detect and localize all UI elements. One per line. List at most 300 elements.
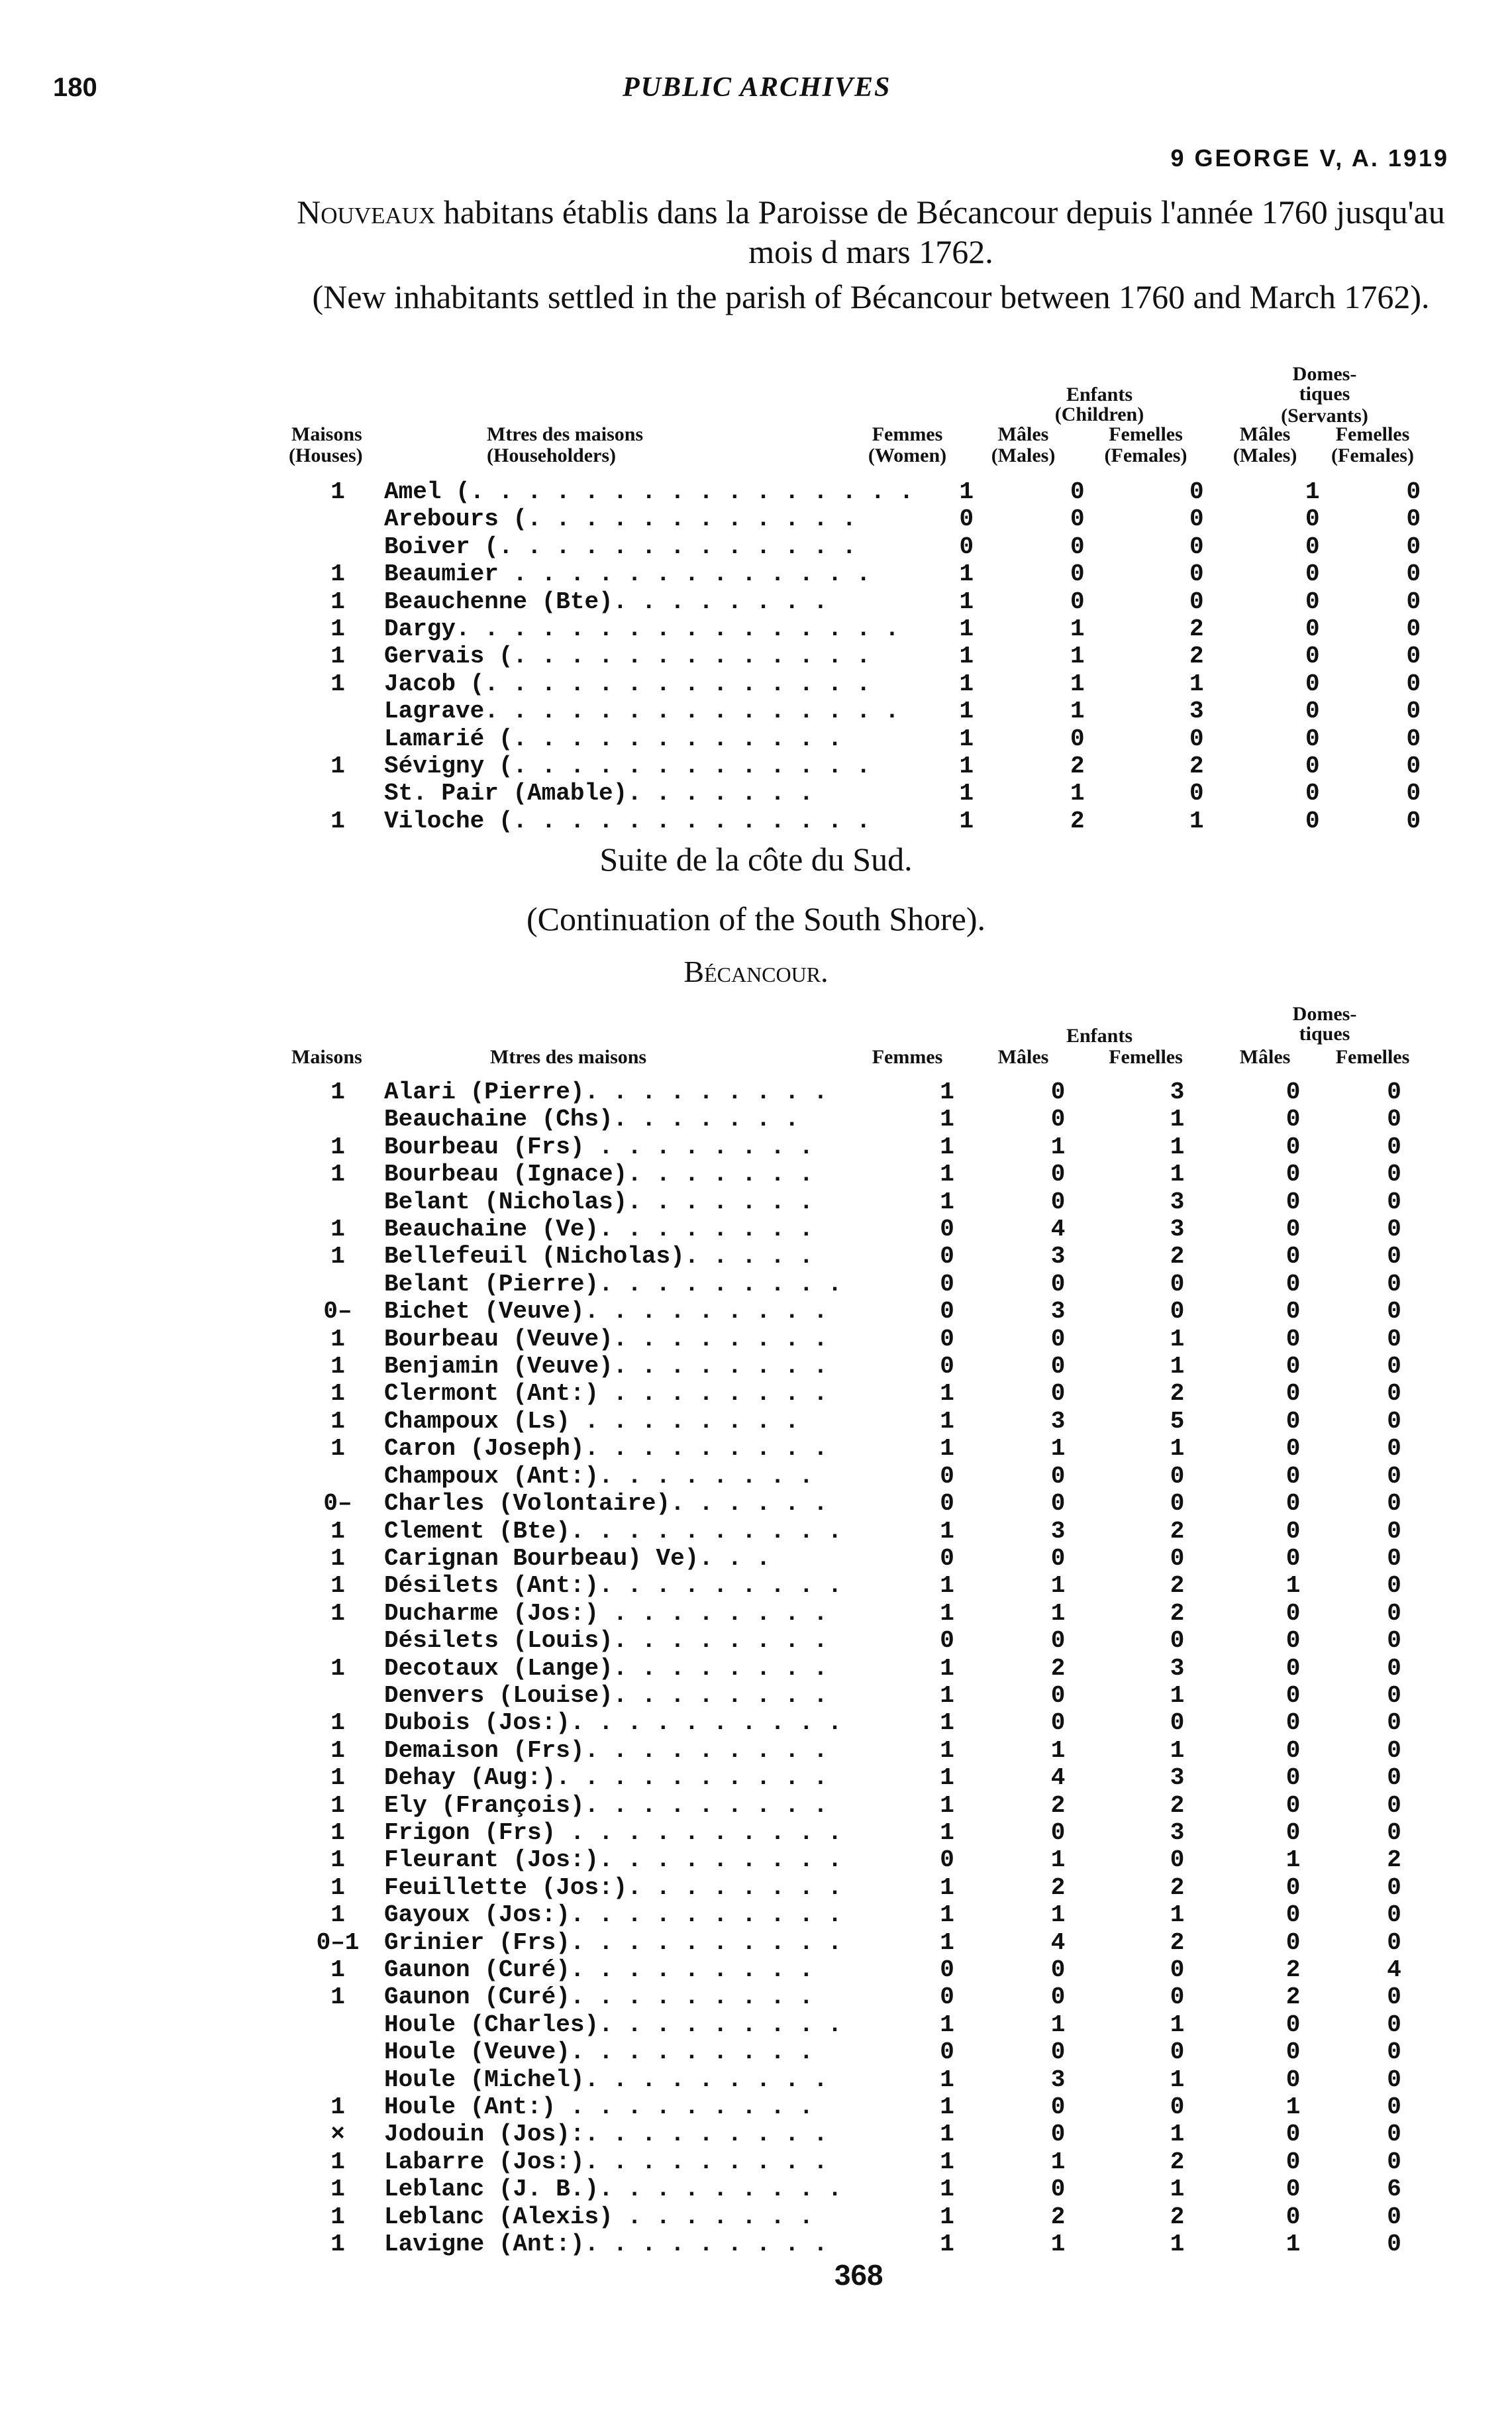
table-row — [291, 615, 1460, 643]
women-cell: 1 — [959, 807, 974, 835]
table-row — [291, 1518, 1440, 1545]
householder-name: Beauchaine (Ve). . . . . . . . — [384, 1216, 814, 1243]
female-children-cell: 5 — [1170, 1407, 1185, 1435]
female-children-cell: 1 — [1189, 807, 1204, 835]
table-row — [291, 1435, 1440, 1462]
householder-name: Boiver (. . . . . . . . . . . . . — [384, 533, 856, 560]
householder-name: Belant (Pierre). . . . . . . . . — [384, 1270, 842, 1298]
male-servants-cell: 0 — [1285, 1599, 1301, 1627]
women-cell: 1 — [940, 2011, 954, 2038]
householder-name: Bourbeau (Veuve). . . . . . . . — [384, 1325, 828, 1353]
householder-name: Carignan Bourbeau) Ve). . . — [384, 1544, 771, 1572]
header-mtres: Mtres des maisons — [487, 423, 644, 445]
women-cell: 0 — [959, 533, 974, 560]
female-servants-cell: 0 — [1406, 478, 1421, 505]
houses-cell: × — [330, 2121, 345, 2148]
female-servants-cell: 0 — [1387, 1764, 1401, 1792]
female-children-cell: 0 — [1170, 1298, 1185, 1326]
female-servants-cell: 0 — [1387, 2121, 1401, 2148]
male-children-cell: 0 — [1050, 1462, 1066, 1490]
houses-cell: 1 — [330, 643, 345, 670]
section-title-english: (Continuation of the South Shore). — [527, 900, 985, 937]
householder-name: Viloche (. . . . . . . . . . . . . — [384, 807, 871, 835]
header-maisons: Maisons — [291, 423, 362, 445]
householder-name: Gaunon (Curé). . . . . . . . . — [384, 1983, 814, 2011]
table-row — [291, 1737, 1440, 1764]
female-children-cell: 1 — [1170, 1353, 1185, 1381]
male-servants-cell: 0 — [1285, 2011, 1301, 2038]
female-servants-cell: 0 — [1406, 643, 1421, 670]
houses-cell: 0– — [323, 1490, 352, 1518]
female-servants-cell: 0 — [1406, 505, 1421, 533]
table-row — [291, 1463, 1440, 1490]
table-row — [291, 1106, 1440, 1133]
female-children-cell: 0 — [1170, 1709, 1185, 1737]
women-cell: 1 — [959, 478, 974, 505]
houses-cell: 1 — [330, 478, 345, 505]
table-row — [291, 560, 1460, 588]
male-children-cell: 0 — [1050, 2093, 1066, 2121]
female-children-cell: 2 — [1170, 1599, 1185, 1627]
houses-cell: 1 — [330, 2231, 345, 2258]
table-row — [291, 1490, 1440, 1517]
table-row — [291, 725, 1460, 753]
male-servants-cell: 0 — [1285, 1407, 1301, 1435]
table-row — [291, 1600, 1440, 1627]
houses-cell — [291, 1463, 384, 1490]
female-children-cell: 0 — [1170, 1462, 1185, 1490]
houses-cell: 1 — [330, 560, 345, 588]
female-servants-cell: 0 — [1387, 1791, 1401, 1819]
male-servants-cell: 0 — [1305, 588, 1320, 615]
female-servants-cell: 0 — [1387, 1353, 1401, 1381]
male-servants-cell: 2 — [1285, 1956, 1301, 1983]
female-servants-cell: 0 — [1387, 1462, 1401, 1490]
header-femelles: Femelles — [1109, 423, 1183, 445]
table-row — [291, 1956, 1440, 1983]
houses-cell: 1 — [330, 2148, 345, 2176]
male-servants-cell: 0 — [1285, 2176, 1301, 2203]
houses-cell: 1 — [330, 1764, 345, 1792]
female-children-cell: 1 — [1170, 1325, 1185, 1353]
women-cell: 1 — [959, 725, 974, 753]
female-children-cell: 3 — [1170, 1188, 1185, 1216]
female-servants-cell: 0 — [1387, 2066, 1401, 2093]
male-servants-cell: 0 — [1305, 560, 1320, 588]
female-servants-cell: 0 — [1387, 1325, 1401, 1353]
householder-name: Bourbeau (Ignace). . . . . . . — [384, 1161, 814, 1188]
male-children-cell: 2 — [1070, 753, 1085, 780]
table-row — [291, 1298, 1440, 1325]
table-row — [291, 1572, 1440, 1599]
women-cell: 1 — [940, 1709, 954, 1737]
householder-name: Bellefeuil (Nicholas). . . . . — [384, 1243, 814, 1271]
male-servants-cell: 0 — [1305, 505, 1320, 533]
male-children-cell: 1 — [1050, 2011, 1066, 2038]
female-children-cell: 3 — [1170, 1654, 1185, 1682]
male-children-cell: 0 — [1050, 1818, 1066, 1846]
male-servants-cell: 0 — [1285, 1544, 1301, 1572]
male-servants-cell: 0 — [1285, 1873, 1301, 1901]
male-servants-cell: 0 — [1285, 1901, 1301, 1929]
male-servants-cell: 0 — [1285, 2038, 1301, 2066]
census-table-becancour — [291, 1079, 1440, 2258]
women-cell: 1 — [940, 2093, 954, 2121]
women-cell: 1 — [940, 1106, 954, 1133]
female-children-cell: 0 — [1170, 1956, 1185, 1983]
houses-cell: 1 — [330, 1572, 345, 1600]
female-servants-cell: 0 — [1387, 1627, 1401, 1655]
table-row — [291, 1846, 1440, 1873]
footer-page-number: 368 — [834, 2259, 883, 2292]
houses-cell: 1 — [330, 1380, 345, 1408]
heading-french-rest: habitans établis dans la Paroisse de Bécancour depuis l'année 1760 jusqu'au mois d mars 1762. — [443, 193, 1445, 270]
householder-name: Gaunon (Curé). . . . . . . . . — [384, 1956, 814, 1983]
male-children-cell: 4 — [1050, 1928, 1066, 1956]
houses-cell: 1 — [330, 1599, 345, 1627]
houses-cell: 1 — [330, 1846, 345, 1874]
women-cell: 0 — [940, 1298, 954, 1326]
header-maisons-2: Maisons — [291, 1046, 362, 1068]
householder-name: Désilets (Louis). . . . . . . . — [384, 1627, 828, 1655]
women-cell: 1 — [940, 1736, 954, 1764]
female-children-cell: 0 — [1189, 478, 1204, 505]
census-table-new-inhabitants — [291, 478, 1460, 835]
female-servants-cell: 0 — [1387, 1243, 1401, 1271]
houses-cell: 1 — [330, 1544, 345, 1572]
householder-name: Houle (Ant:) . . . . . . . . . — [384, 2093, 814, 2121]
female-servants-cell: 0 — [1406, 698, 1421, 725]
female-servants-cell: 0 — [1406, 615, 1421, 643]
householder-name: Dehay (Aug:). . . . . . . . . . — [384, 1764, 828, 1792]
female-children-cell: 2 — [1189, 615, 1204, 643]
houses-cell: 1 — [330, 1956, 345, 1983]
male-children-cell: 2 — [1070, 807, 1085, 835]
female-servants-cell: 0 — [1387, 1517, 1401, 1545]
female-children-cell: 0 — [1170, 1544, 1185, 1572]
header-femmes-2: Femmes — [872, 1046, 943, 1068]
houses-cell: 1 — [330, 2093, 345, 2121]
female-children-cell: 1 — [1170, 1106, 1185, 1133]
women-cell: 1 — [940, 2121, 954, 2148]
female-children-cell: 2 — [1170, 2203, 1185, 2231]
male-servants-cell: 0 — [1305, 725, 1320, 753]
male-children-cell: 0 — [1050, 1627, 1066, 1655]
householder-name: Charles (Volontaire). . . . . . — [384, 1490, 828, 1518]
female-servants-cell: 0 — [1387, 1407, 1401, 1435]
male-children-cell: 1 — [1050, 1572, 1066, 1600]
female-servants-cell: 0 — [1387, 1681, 1401, 1709]
householder-name: Beaumier . . . . . . . . . . . . . — [384, 560, 871, 588]
householder-name: Lamarié (. . . . . . . . . . . . — [384, 725, 842, 753]
heading-french — [291, 192, 1450, 272]
male-servants-cell: 1 — [1285, 1846, 1301, 1874]
table-row — [291, 1271, 1440, 1298]
householder-name: Ely (François). . . . . . . . . — [384, 1791, 828, 1819]
householder-name: Belant (Nicholas). . . . . . . — [384, 1188, 814, 1216]
table-row — [291, 2176, 1440, 2203]
male-servants-cell: 0 — [1285, 1764, 1301, 1792]
female-servants-cell: 0 — [1387, 2038, 1401, 2066]
women-cell: 0 — [959, 505, 974, 533]
female-children-cell: 1 — [1170, 1161, 1185, 1188]
male-children-cell: 0 — [1070, 560, 1085, 588]
houses-cell — [291, 698, 384, 725]
male-children-cell: 0 — [1050, 1106, 1066, 1133]
houses-cell — [291, 725, 384, 753]
male-servants-cell: 0 — [1285, 2066, 1301, 2093]
male-children-cell: 0 — [1050, 2038, 1066, 2066]
women-cell: 0 — [940, 1544, 954, 1572]
table-row — [291, 753, 1460, 780]
women-cell: 0 — [940, 1490, 954, 1518]
female-children-cell: 1 — [1170, 2176, 1185, 2203]
male-children-cell: 0 — [1050, 1956, 1066, 1983]
houses-cell: 1 — [330, 1325, 345, 1353]
women-cell: 0 — [940, 1243, 954, 1271]
female-children-cell: 1 — [1170, 1901, 1185, 1929]
women-cell: 1 — [940, 1161, 954, 1188]
female-servants-cell: 0 — [1387, 2203, 1401, 2231]
houses-cell — [291, 2066, 384, 2093]
table-row — [291, 588, 1460, 615]
houses-cell: 0–1 — [316, 1928, 360, 1956]
header-males: Mâles — [997, 423, 1049, 445]
female-servants-cell: 0 — [1387, 1901, 1401, 1929]
women-cell: 0 — [940, 1956, 954, 1983]
houses-cell: 1 — [330, 1353, 345, 1381]
female-children-cell: 2 — [1170, 1243, 1185, 1271]
female-servants-cell: 0 — [1387, 1270, 1401, 1298]
female-children-cell: 2 — [1189, 643, 1204, 670]
male-servants-cell: 0 — [1285, 1928, 1301, 1956]
male-children-cell: 2 — [1050, 2203, 1066, 2231]
male-children-cell: 4 — [1050, 1764, 1066, 1792]
houses-cell: 1 — [330, 1517, 345, 1545]
header-dom-femelles-2: Femelles — [1335, 1046, 1410, 1068]
male-servants-cell: 0 — [1285, 1133, 1301, 1161]
female-children-cell: 0 — [1170, 2038, 1185, 2066]
male-servants-cell: 0 — [1285, 1462, 1301, 1490]
householder-name: Bichet (Veuve). . . . . . . . . — [384, 1298, 828, 1326]
male-servants-cell: 0 — [1285, 1517, 1301, 1545]
householder-name: Sévigny (. . . . . . . . . . . . . — [384, 753, 871, 780]
table-row — [291, 2148, 1440, 2176]
female-children-cell: 0 — [1170, 1270, 1185, 1298]
female-children-cell: 1 — [1170, 2231, 1185, 2258]
table-row — [291, 1326, 1440, 1353]
female-servants-cell: 0 — [1406, 588, 1421, 615]
women-cell: 1 — [959, 615, 974, 643]
householder-name: Fleurant (Jos:). . . . . . . . . — [384, 1846, 842, 1874]
female-children-cell: 3 — [1170, 1818, 1185, 1846]
male-servants-cell: 0 — [1305, 780, 1320, 808]
women-cell: 1 — [940, 1901, 954, 1929]
table-row — [291, 1216, 1440, 1243]
male-children-cell: 0 — [1050, 1380, 1066, 1408]
householder-name: Beauchaine (Chs). . . . . . . — [384, 1106, 799, 1133]
female-servants-cell: 0 — [1387, 1873, 1401, 1901]
male-children-cell: 4 — [1050, 1216, 1066, 1243]
householder-name: Jacob (. . . . . . . . . . . . . . — [384, 670, 871, 698]
male-children-cell: 1 — [1070, 643, 1085, 670]
male-servants-cell: 0 — [1285, 2121, 1301, 2148]
male-children-cell: 1 — [1050, 1736, 1066, 1764]
male-servants-cell: 0 — [1285, 1627, 1301, 1655]
header-women: (Women) — [868, 445, 947, 466]
houses-cell — [291, 2038, 384, 2066]
male-servants-cell: 0 — [1305, 643, 1320, 670]
header-servants: (Servants) — [1281, 405, 1368, 427]
female-servants-cell: 0 — [1387, 1490, 1401, 1518]
male-children-cell: 1 — [1050, 1133, 1066, 1161]
male-children-cell: 0 — [1050, 2121, 1066, 2148]
women-cell: 1 — [940, 1572, 954, 1600]
female-servants-cell: 0 — [1387, 1736, 1401, 1764]
female-children-cell: 3 — [1189, 698, 1204, 725]
table-row — [291, 1079, 1440, 1106]
male-servants-cell: 0 — [1305, 615, 1320, 643]
male-children-cell: 0 — [1050, 1490, 1066, 1518]
female-children-cell: 1 — [1170, 2121, 1185, 2148]
male-children-cell: 3 — [1050, 1298, 1066, 1326]
houses-cell: 1 — [330, 1818, 345, 1846]
table-row — [291, 1983, 1440, 2011]
header-enfants: Enfants — [1066, 384, 1133, 405]
householder-name: Caron (Joseph). . . . . . . . . — [384, 1435, 828, 1463]
female-servants-cell: 0 — [1406, 725, 1421, 753]
women-cell: 0 — [940, 1462, 954, 1490]
householder-name: Désilets (Ant:). . . . . . . . . — [384, 1572, 842, 1600]
male-children-cell: 3 — [1050, 1243, 1066, 1271]
women-cell: 1 — [940, 1928, 954, 1956]
female-children-cell: 3 — [1170, 1216, 1185, 1243]
male-children-cell: 0 — [1050, 1188, 1066, 1216]
women-cell: 1 — [959, 588, 974, 615]
houses-cell: 1 — [330, 1983, 345, 2011]
male-servants-cell: 0 — [1285, 1079, 1301, 1106]
male-servants-cell: 2 — [1285, 1983, 1301, 2011]
male-servants-cell: 1 — [1285, 2231, 1301, 2258]
male-servants-cell: 0 — [1285, 1791, 1301, 1819]
male-children-cell: 0 — [1050, 1270, 1066, 1298]
male-servants-cell: 1 — [1285, 1572, 1301, 1600]
male-servants-cell: 0 — [1285, 1216, 1301, 1243]
female-children-cell: 2 — [1170, 1873, 1185, 1901]
male-servants-cell: 0 — [1285, 1490, 1301, 1518]
female-children-cell: 0 — [1189, 725, 1204, 753]
women-cell: 1 — [940, 1681, 954, 1709]
female-children-cell: 0 — [1189, 505, 1204, 533]
householder-name: Champoux (Ls) . . . . . . . . — [384, 1407, 799, 1435]
male-servants-cell: 0 — [1305, 533, 1320, 560]
female-servants-cell: 0 — [1387, 1161, 1401, 1188]
male-children-cell: 0 — [1050, 1079, 1066, 1106]
female-servants-cell: 6 — [1387, 2176, 1401, 2203]
houses-cell: 1 — [330, 1216, 345, 1243]
householder-name: Houle (Charles). . . . . . . . . — [384, 2011, 842, 2038]
women-cell: 1 — [940, 1133, 954, 1161]
table-row — [291, 2093, 1440, 2121]
householder-name: Gayoux (Jos:). . . . . . . . . . — [384, 1901, 842, 1929]
session-label: 9 GEORGE V, A. 1919 — [1170, 144, 1449, 172]
female-children-cell: 2 — [1170, 2148, 1185, 2176]
male-children-cell: 0 — [1070, 478, 1085, 505]
male-children-cell: 1 — [1070, 698, 1085, 725]
female-children-cell: 0 — [1189, 560, 1204, 588]
female-servants-cell: 0 — [1387, 1106, 1401, 1133]
women-cell: 1 — [940, 1764, 954, 1792]
householder-name: Houle (Michel). . . . . . . . . — [384, 2066, 828, 2093]
male-servants-cell: 0 — [1305, 807, 1320, 835]
women-cell: 1 — [940, 1517, 954, 1545]
male-servants-cell: 0 — [1285, 2148, 1301, 2176]
houses-cell: 1 — [330, 1435, 345, 1463]
houses-cell: 1 — [330, 1133, 345, 1161]
women-cell: 1 — [959, 698, 974, 725]
female-servants-cell: 0 — [1387, 1380, 1401, 1408]
table-row — [291, 1764, 1440, 1791]
table-row — [291, 1545, 1440, 1572]
male-servants-cell: 0 — [1285, 1435, 1301, 1463]
female-servants-cell: 4 — [1387, 1956, 1401, 1983]
householder-name: Leblanc (J. B.). . . . . . . . . — [384, 2176, 842, 2203]
female-servants-cell: 0 — [1406, 753, 1421, 780]
women-cell: 1 — [940, 1599, 954, 1627]
female-servants-cell: 0 — [1387, 2231, 1401, 2258]
female-children-cell: 2 — [1189, 753, 1204, 780]
female-children-cell: 2 — [1170, 1517, 1185, 1545]
table-row — [291, 2038, 1440, 2066]
houses-cell — [291, 1271, 384, 1298]
women-cell: 1 — [940, 1873, 954, 1901]
male-children-cell: 2 — [1050, 1791, 1066, 1819]
header-mtres-2: Mtres des maisons — [490, 1046, 647, 1068]
female-servants-cell: 0 — [1387, 2011, 1401, 2038]
female-servants-cell: 0 — [1387, 1216, 1401, 1243]
householder-name: Lavigne (Ant:). . . . . . . . . — [384, 2231, 828, 2258]
female-servants-cell: 0 — [1387, 1599, 1401, 1627]
male-servants-cell: 0 — [1285, 1106, 1301, 1133]
women-cell: 1 — [940, 1188, 954, 1216]
female-children-cell: 0 — [1170, 1627, 1185, 1655]
houses-cell: 1 — [330, 1161, 345, 1188]
women-cell: 1 — [940, 2231, 954, 2258]
table-row — [291, 808, 1460, 835]
female-children-cell: 1 — [1170, 1736, 1185, 1764]
female-servants-cell: 0 — [1387, 1544, 1401, 1572]
women-cell: 1 — [940, 2148, 954, 2176]
table-row — [291, 698, 1460, 725]
houses-cell — [291, 780, 384, 807]
houses-cell — [291, 505, 384, 533]
table-row — [291, 1243, 1440, 1270]
householder-name: St. Pair (Amable). . . . . . . — [384, 780, 814, 808]
householder-name: Benjamin (Veuve). . . . . . . . — [384, 1353, 828, 1381]
female-children-cell: 1 — [1170, 2066, 1185, 2093]
women-cell: 1 — [959, 670, 974, 698]
householder-name: Bourbeau (Frs) . . . . . . . . — [384, 1133, 814, 1161]
houses-cell: 1 — [330, 1079, 345, 1106]
male-children-cell: 2 — [1050, 1654, 1066, 1682]
householder-name: Arebours (. . . . . . . . . . . . — [384, 505, 856, 533]
section-title-french: Suite de la côte du Sud. — [599, 841, 913, 878]
male-servants-cell: 0 — [1285, 1270, 1301, 1298]
householder-name: Lagrave. . . . . . . . . . . . . . . — [384, 698, 899, 725]
female-servants-cell: 0 — [1406, 533, 1421, 560]
male-servants-cell: 0 — [1285, 1709, 1301, 1737]
householder-name: Champoux (Ant:). . . . . . . . — [384, 1462, 814, 1490]
